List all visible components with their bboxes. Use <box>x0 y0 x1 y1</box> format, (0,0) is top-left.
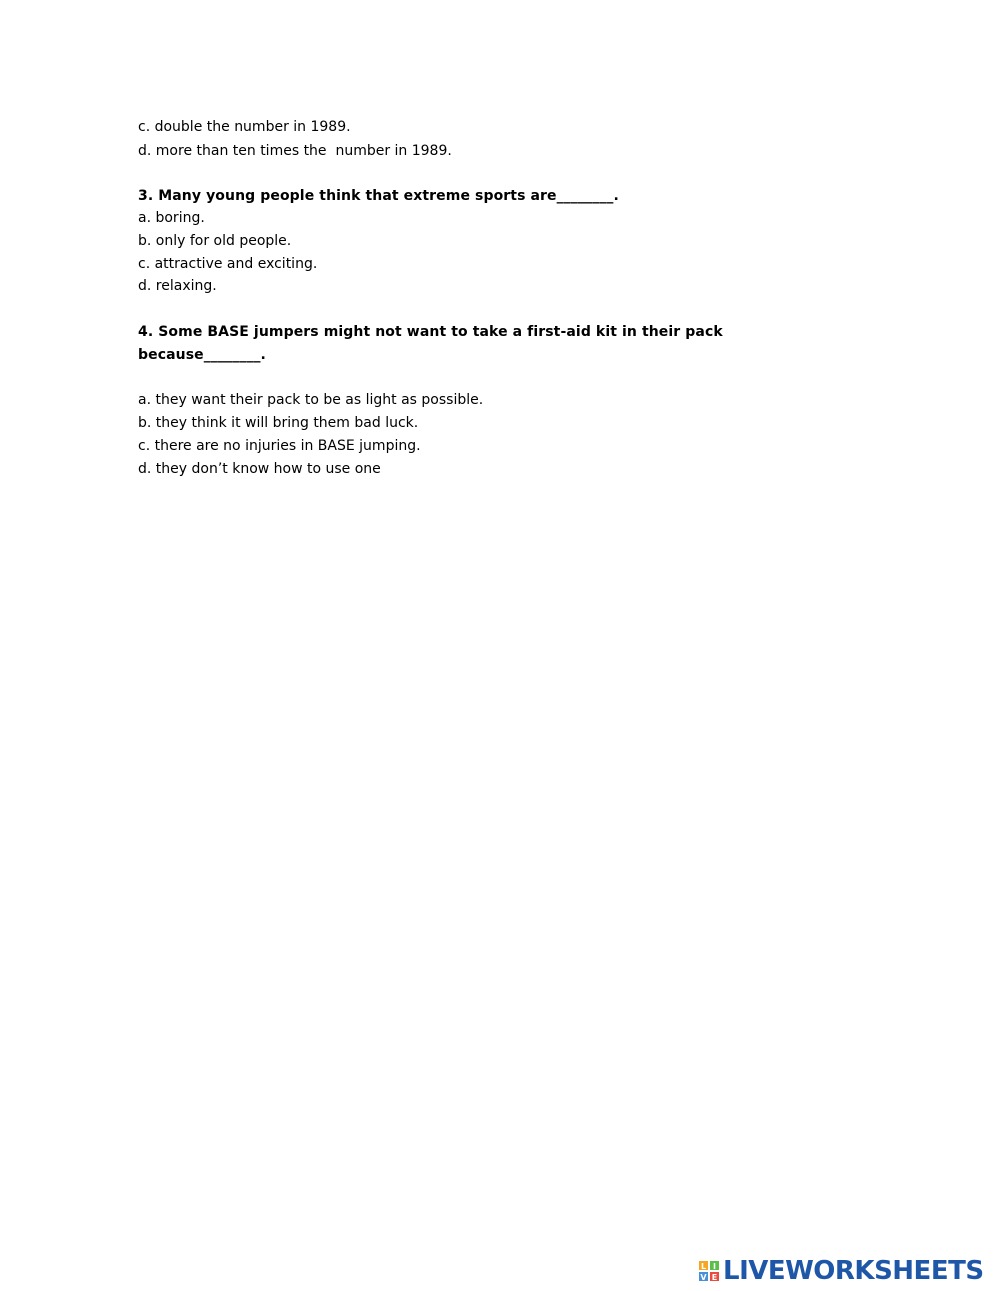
q3-prompt: 3. Many young people think that extreme sports are________. <box>138 188 619 204</box>
q4-prompt-line2: because________. <box>138 347 266 363</box>
logo-block-v: V <box>698 1271 709 1282</box>
q2-option-d: d. more than ten times the number in 1989. <box>138 143 452 159</box>
liveworksheets-logo[interactable] <box>698 1256 984 1286</box>
q4-option-c: c. there are no injuries in BASE jumping. <box>138 438 421 454</box>
q3-option-b: b. only for old people. <box>138 233 292 249</box>
q4-option-d: d. they don’t know how to use one <box>138 461 381 477</box>
q4-option-a: a. they want their pack to be as light as possible. <box>138 392 484 408</box>
logo-block-e: E <box>709 1271 720 1282</box>
q2-option-c: c. double the number in 1989. <box>138 119 351 135</box>
logo-blocks-icon <box>698 1260 720 1282</box>
q3-option-d: d. relaxing. <box>138 278 217 294</box>
q4-option-b: b. they think it will bring them bad luck. <box>138 415 419 431</box>
logo-wordmark: LIVEWORKSHEETS <box>723 1256 984 1286</box>
q3-option-c: c. attractive and exciting. <box>138 256 318 272</box>
logo-block-l: L <box>698 1260 709 1271</box>
q4-prompt-line1: 4. Some BASE jumpers might not want to take a first-aid kit in their pack <box>138 324 723 340</box>
q3-option-a: a. boring. <box>138 210 205 226</box>
logo-block-i: I <box>709 1260 720 1271</box>
